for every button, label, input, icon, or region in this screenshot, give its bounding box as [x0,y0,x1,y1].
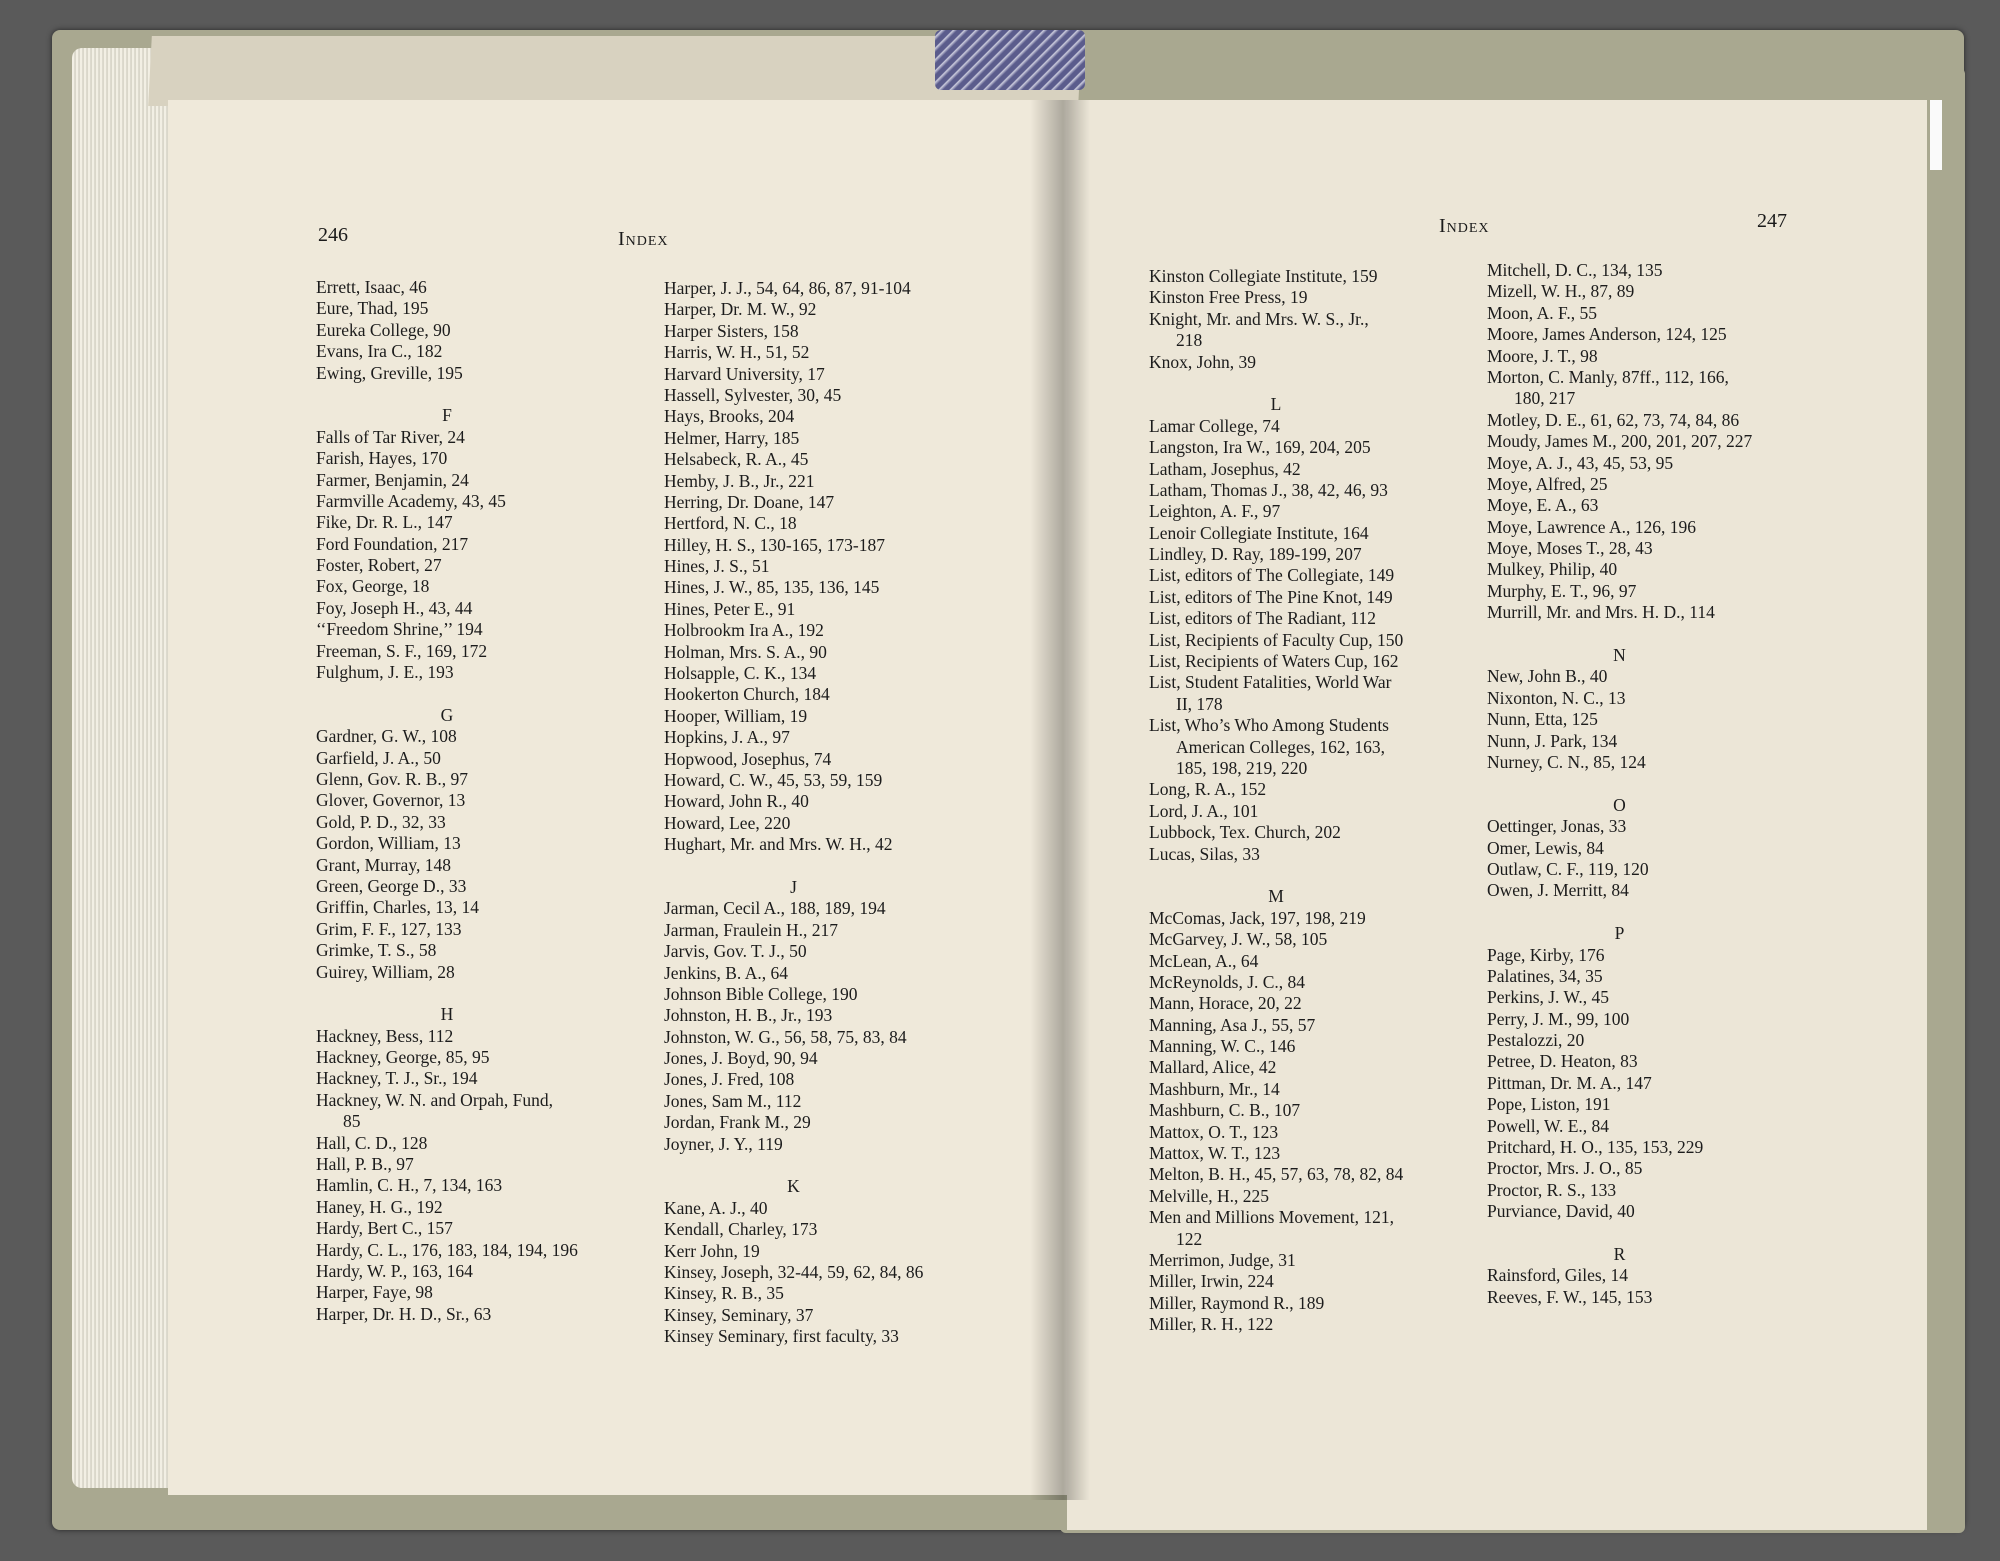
index-entry: Hackney, T. J., Sr., 194 [316,1068,478,1089]
index-entry: Johnston, W. G., 56, 58, 75, 83, 84 [664,1026,907,1047]
index-entry: Lindley, D. Ray, 189-199, 207 [1149,544,1362,565]
index-entry: Moye, A. J., 43, 45, 53, 95 [1487,452,1674,473]
index-entry: Hardy, C. L., 176, 183, 184, 194, 196 [316,1239,578,1260]
index-entry: Rainsford, Giles, 14 [1487,1265,1628,1286]
index-entry: List, Student Fatalities, World War [1149,672,1392,693]
index-entry: Murphy, E. T., 96, 97 [1487,580,1637,601]
index-entry: Gold, P. D., 32, 33 [316,811,446,832]
index-entry: Latham, Thomas J., 38, 42, 46, 93 [1149,479,1388,500]
index-entry: Helmer, Harry, 185 [664,427,800,448]
spacer [1149,373,1403,394]
index-entry: Morton, C. Manly, 87ff., 112, 166, [1487,366,1729,387]
index-entry: Foster, Robert, 27 [316,555,442,576]
spacer [1487,624,1752,645]
index-entry: Mallard, Alice, 42 [1149,1057,1277,1078]
index-entry: Farish, Hayes, 170 [316,448,448,469]
index-entry: Lubbock, Tex. Church, 202 [1149,822,1341,843]
section-letter: R [1613,1243,1626,1264]
index-entry: Men and Millions Movement, 121, [1149,1207,1394,1228]
index-entry: Kinsey, R. B., 35 [664,1283,784,1304]
index-entry: Lucas, Silas, 33 [1149,843,1260,864]
index-entry: Hertford, N. C., 18 [664,513,797,534]
index-entry: Page, Kirby, 176 [1487,944,1605,965]
index-entry: Holbrookm Ira A., 192 [664,620,824,641]
index-entry: Moye, Lawrence A., 126, 196 [1487,516,1696,537]
index-entry: Harris, W. H., 51, 52 [664,342,810,363]
index-entry: McLean, A., 64 [1149,950,1259,971]
index-entry: Mulkey, Philip, 40 [1487,559,1618,580]
index-entry: Hackney, Bess, 112 [316,1025,454,1046]
index-entry: Fike, Dr. R. L., 147 [316,512,453,533]
index-entry: American Colleges, 162, 163, [1176,736,1385,757]
index-entry: Evans, Ira C., 182 [316,341,443,362]
section-letter: M [1268,886,1284,907]
index-entry: Hardy, W. P., 163, 164 [316,1260,473,1281]
index-entry: Moore, James Anderson, 124, 125 [1487,324,1727,345]
index-column-1 [316,277,578,1325]
index-entry: Garfield, J. A., 50 [316,747,441,768]
index-entry: Knight, Mr. and Mrs. W. S., Jr., [1149,308,1369,329]
index-entry: Manning, Asa J., 55, 57 [1149,1014,1316,1035]
index-entry: Jordan, Frank M., 29 [664,1112,811,1133]
index-column-2 [1487,260,1752,1308]
index-entry: Fox, George, 18 [316,576,430,597]
book-gutter [1030,100,1090,1500]
section-letter: K [787,1176,800,1197]
bookmark-ribbon [935,30,1085,90]
index-entry: Proctor, Mrs. J. O., 85 [1487,1158,1643,1179]
index-entry: Howard, Lee, 220 [664,812,791,833]
index-entry: Hilley, H. S., 130-165, 173-187 [664,534,886,555]
index-entry: Kendall, Charley, 173 [664,1219,818,1240]
index-entry: Farmville Academy, 43, 45 [316,490,506,511]
index-entry: List, editors of The Pine Knot, 149 [1149,586,1393,607]
index-entry: Griffin, Charles, 13, 14 [316,897,479,918]
index-entry: Foy, Joseph H., 43, 44 [316,597,473,618]
index-entry: Petree, D. Heaton, 83 [1487,1051,1638,1072]
index-entry: Hackney, W. N. and Orpah, Fund, [316,1089,554,1110]
index-entry: Palatines, 34, 35 [1487,965,1603,986]
spacer [664,1155,923,1176]
index-entry: Hines, J. S., 51 [664,556,770,577]
index-entry: New, John B., 40 [1487,666,1608,687]
index-entry: Reeves, F. W., 145, 153 [1487,1286,1653,1307]
index-entry: Lamar College, 74 [1149,415,1280,436]
index-entry: Jones, Sam M., 112 [664,1090,802,1111]
index-entry: Green, George D., 33 [316,875,467,896]
index-entry: Hughart, Mr. and Mrs. W. H., 42 [664,834,893,855]
index-entry: II, 178 [1176,693,1223,714]
index-entry: Nunn, J. Park, 134 [1487,730,1618,751]
index-entry: Johnson Bible College, 190 [664,983,858,1004]
left-page [168,100,1068,1495]
index-entry: Glenn, Gov. R. B., 97 [316,768,468,789]
section-letter: H [440,1004,454,1025]
index-entry: Hardy, Bert C., 157 [316,1218,453,1239]
spacer [664,856,923,877]
index-entry: Hays, Brooks, 204 [664,406,795,427]
index-entry: Langston, Ira W., 169, 204, 205 [1149,437,1371,458]
index-entry: Purviance, David, 40 [1487,1201,1635,1222]
spacer [1487,1223,1752,1244]
index-entry: Pestalozzi, 20 [1487,1030,1585,1051]
index-entry: Pope, Liston, 191 [1487,1094,1611,1115]
index-entry: Ewing, Greville, 195 [316,362,463,383]
index-entry: Moye, Alfred, 25 [1487,473,1608,494]
index-entry: Eure, Thad, 195 [316,298,429,319]
index-entry: Miller, R. H., 122 [1149,1314,1274,1335]
index-entry: Grim, F. F., 127, 133 [316,918,462,939]
index-entry: Merrimon, Judge, 31 [1149,1249,1296,1270]
index-entry: Moore, J. T., 98 [1487,345,1598,366]
index-entry: Moye, E. A., 63 [1487,495,1599,516]
index-entry: Oettinger, Jonas, 33 [1487,816,1627,837]
index-entry: Moye, Moses T., 28, 43 [1487,538,1653,559]
index-entry: Ford Foundation, 217 [316,533,469,554]
index-entry: Pittman, Dr. M. A., 147 [1487,1072,1652,1093]
index-entry: Lord, J. A., 101 [1149,800,1259,821]
section-letter: L [1270,394,1282,415]
index-entry: Eureka College, 90 [316,319,451,340]
index-entry: Falls of Tar River, 24 [316,426,465,447]
index-column-2 [664,278,923,1348]
spacer [1487,773,1752,794]
index-entry: Kinston Free Press, 19 [1149,287,1308,308]
index-entry: Kinsey, Joseph, 32-44, 59, 62, 84, 86 [664,1261,924,1282]
page-edges [72,48,182,1488]
index-entry: Guirey, William, 28 [316,961,455,982]
index-entry: Holsapple, C. K., 134 [664,663,817,684]
index-entry: Glover, Governor, 13 [316,790,466,811]
index-entry: Pritchard, H. O., 135, 153, 229 [1487,1137,1704,1158]
index-entry: Helsabeck, R. A., 45 [664,449,809,470]
spacer [316,983,578,1004]
index-entry: Jones, J. Boyd, 90, 94 [664,1048,818,1069]
index-entry: Omer, Lewis, 84 [1487,837,1604,858]
index-entry: Hassell, Sylvester, 30, 45 [664,384,842,405]
index-entry: Lenoir Collegiate Institute, 164 [1149,522,1369,543]
index-entry: Hooper, William, 19 [664,705,808,726]
index-entry: Kinston Collegiate Institute, 159 [1149,266,1378,286]
index-entry: McReynolds, J. C., 84 [1149,971,1306,992]
index-entry: Grimke, T. S., 58 [316,940,437,961]
section-letter: N [1613,645,1626,666]
section-letter: O [1613,794,1626,815]
index-entry: Nixonton, N. C., 13 [1487,687,1626,708]
running-header: Index [1439,215,1490,237]
index-entry: Gardner, G. W., 108 [316,726,457,747]
index-entry: Fulghum, J. E., 193 [316,662,454,683]
index-entry: Mizell, W. H., 87, 89 [1487,281,1635,302]
index-entry: Moudy, James M., 200, 201, 207, 227 [1487,431,1753,452]
index-entry: Jenkins, B. A., 64 [664,962,788,983]
running-header: Index [618,228,669,250]
index-entry: Holman, Mrs. S. A., 90 [664,641,827,662]
index-entry: Jarman, Fraulein H., 217 [664,919,838,940]
index-entry: Motley, D. E., 61, 62, 73, 74, 84, 86 [1487,409,1740,430]
index-entry: Powell, W. E., 84 [1487,1115,1610,1136]
index-entry: Hall, P. B., 97 [316,1154,414,1175]
index-entry: Jones, J. Fred, 108 [664,1069,795,1090]
index-entry: Harvard University, 17 [664,363,825,384]
index-entry: Mann, Horace, 20, 22 [1149,993,1302,1014]
index-entry: Jarman, Cecil A., 188, 189, 194 [664,898,886,919]
section-letter: P [1614,923,1625,944]
index-entry: List, Recipients of Waters Cup, 162 [1149,651,1399,672]
spacer [316,384,578,405]
spacer [1149,865,1403,886]
index-entry: Manning, W. C., 146 [1149,1036,1296,1057]
spacer [316,683,578,704]
right-page [1067,100,1927,1530]
index-entry: 185, 198, 219, 220 [1176,757,1308,778]
index-entry: Murrill, Mr. and Mrs. H. D., 114 [1487,602,1715,623]
index-entry: Mattox, W. T., 123 [1149,1143,1281,1164]
index-entry: Hines, J. W., 85, 135, 136, 145 [664,577,880,598]
index-entry: Hines, Peter E., 91 [664,598,796,619]
index-entry: Errett, Isaac, 46 [316,277,427,297]
index-entry: Johnston, H. B., Jr., 193 [664,1005,833,1026]
index-entry: Miller, Raymond R., 189 [1149,1292,1325,1313]
index-entry: McGarvey, J. W., 58, 105 [1149,929,1328,950]
index-entry: Harper, Dr. H. D., Sr., 63 [316,1303,492,1324]
index-entry: List, Who’s Who Among Students [1149,715,1389,736]
index-column-1 [1149,266,1403,1336]
index-entry: Miller, Irwin, 224 [1149,1271,1274,1292]
index-entry: Outlaw, C. F., 119, 120 [1487,858,1649,879]
index-entry: Nunn, Etta, 125 [1487,709,1598,730]
index-entry: Hookerton Church, 184 [664,684,830,705]
index-entry: Perkins, J. W., 45 [1487,987,1610,1008]
index-entry: Mattox, O. T., 123 [1149,1121,1279,1142]
index-entry: Melville, H., 225 [1149,1185,1270,1206]
index-entry: Long, R. A., 152 [1149,779,1267,800]
index-entry: 218 [1176,330,1203,351]
index-entry: Kinsey, Seminary, 37 [664,1304,814,1325]
index-entry: Nurney, C. N., 85, 124 [1487,751,1646,772]
index-entry: Proctor, R. S., 133 [1487,1179,1617,1200]
section-letter: G [440,704,454,725]
index-entry: Joyner, J. Y., 119 [664,1133,783,1154]
index-entry: McComas, Jack, 197, 198, 219 [1149,907,1366,928]
page-number: 247 [1757,210,1787,232]
index-entry: Jarvis, Gov. T. J., 50 [664,941,807,962]
index-entry: Moon, A. F., 55 [1487,302,1597,323]
index-entry: Hamlin, C. H., 7, 134, 163 [316,1175,503,1196]
index-entry: 85 [343,1111,361,1132]
index-entry: Hall, C. D., 128 [316,1132,428,1153]
index-entry: List, editors of The Radiant, 112 [1149,608,1376,629]
index-entry: Freeman, S. F., 169, 172 [316,640,488,661]
index-entry: Harper, J. J., 54, 64, 86, 87, 91-104 [664,278,911,298]
index-entry: Herring, Dr. Doane, 147 [664,491,835,512]
index-entry: Grant, Murray, 148 [316,854,451,875]
index-entry: Hopwood, Josephus, 74 [664,748,832,769]
index-entry: Knox, John, 39 [1149,351,1256,372]
index-entry: Kinsey Seminary, first faculty, 33 [664,1326,899,1347]
index-entry: Kane, A. J., 40 [664,1197,768,1218]
index-entry: Leighton, A. F., 97 [1149,501,1281,522]
page-tab [1930,100,1942,170]
index-entry: Owen, J. Merritt, 84 [1487,880,1629,901]
index-entry: 180, 217 [1514,388,1576,409]
index-entry: Harper Sisters, 158 [664,320,799,341]
index-entry: List, Recipients of Faculty Cup, 150 [1149,629,1404,650]
index-entry: Hackney, George, 85, 95 [316,1047,490,1068]
index-entry: Melton, B. H., 45, 57, 63, 78, 82, 84 [1149,1164,1404,1185]
index-entry: Hemby, J. B., Jr., 221 [664,470,815,491]
section-letter: F [442,405,452,426]
index-entry: Howard, C. W., 45, 53, 59, 159 [664,769,883,790]
index-entry: Kerr John, 19 [664,1240,760,1261]
index-entry: Perry, J. M., 99, 100 [1487,1008,1630,1029]
index-entry: Farmer, Benjamin, 24 [316,469,469,490]
index-entry: Howard, John R., 40 [664,791,809,812]
index-entry: Hopkins, J. A., 97 [664,727,790,748]
index-entry: Latham, Josephus, 42 [1149,458,1301,479]
index-entry: ‘‘Freedom Shrine,’’ 194 [316,619,483,640]
index-entry: Mashburn, Mr., 14 [1149,1078,1280,1099]
index-entry: Gordon, William, 13 [316,833,461,854]
index-entry: Haney, H. G., 192 [316,1196,443,1217]
index-entry: Harper, Faye, 98 [316,1282,433,1303]
index-entry: List, editors of The Collegiate, 149 [1149,565,1395,586]
page-number: 246 [318,224,348,246]
index-entry: Mashburn, C. B., 107 [1149,1100,1301,1121]
spacer [1487,902,1752,923]
index-entry: 122 [1176,1228,1203,1249]
index-entry: Harper, Dr. M. W., 92 [664,299,817,320]
index-entry: Mitchell, D. C., 134, 135 [1487,260,1663,280]
section-letter: J [790,876,797,897]
